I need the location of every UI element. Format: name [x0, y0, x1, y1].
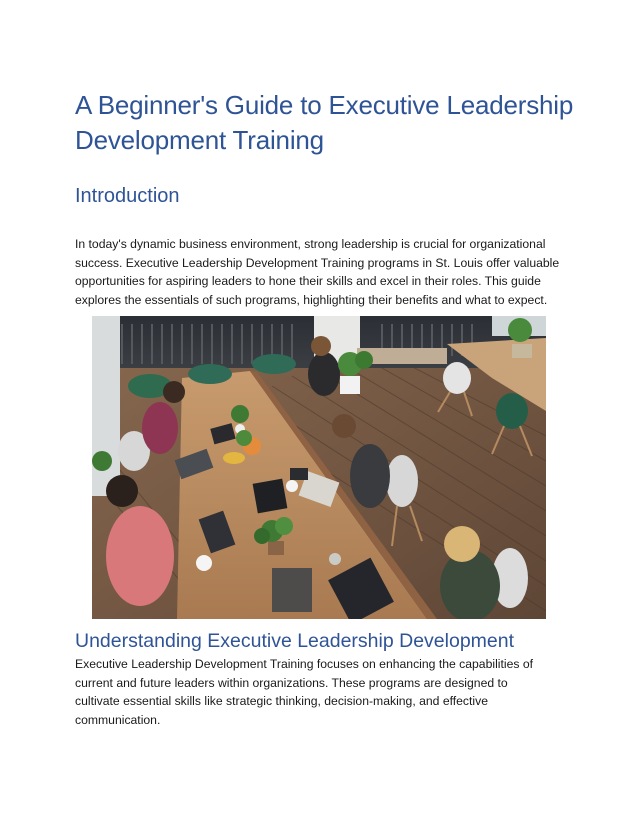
fruit-bowl: [223, 452, 245, 464]
chair-7: [443, 362, 471, 394]
laptop-4: [253, 479, 288, 514]
introduction-paragraph: In today's dynamic business environment, strong leadership is crucial for organizational success. Executive Leadership Development Training programs in St. Louis offer valuable opportunities for aspiring leaders to hone their skills and excel in their roles. This guide explores the essentials of such programs, highlighting their benefits and what to expect.: [75, 237, 560, 307]
chair-8: [496, 393, 528, 429]
chair-2: [188, 364, 232, 384]
tablet: [290, 468, 308, 480]
understanding-paragraph: Executive Leadership Development Training focuses on enhancing the capabilities of current and future leaders within organizations. These programs are designed to cultivate essential skills like strategic thinking, decision-making, and effective communication.: [75, 657, 533, 727]
plant-stand: [272, 568, 312, 612]
mug: [196, 555, 212, 571]
document-title: A Beginner's Guide to Executive Leadership Development Training: [75, 90, 574, 155]
section-heading-understanding: Understanding Executive Leadership Development: [75, 630, 515, 652]
cup-2: [286, 480, 298, 492]
glass: [329, 553, 341, 565]
chair-5: [386, 455, 418, 507]
section-heading-introduction: Introduction: [75, 185, 180, 207]
floor-plant-left: [92, 451, 112, 471]
chair-3: [252, 354, 296, 374]
meeting-photo: [92, 316, 546, 619]
